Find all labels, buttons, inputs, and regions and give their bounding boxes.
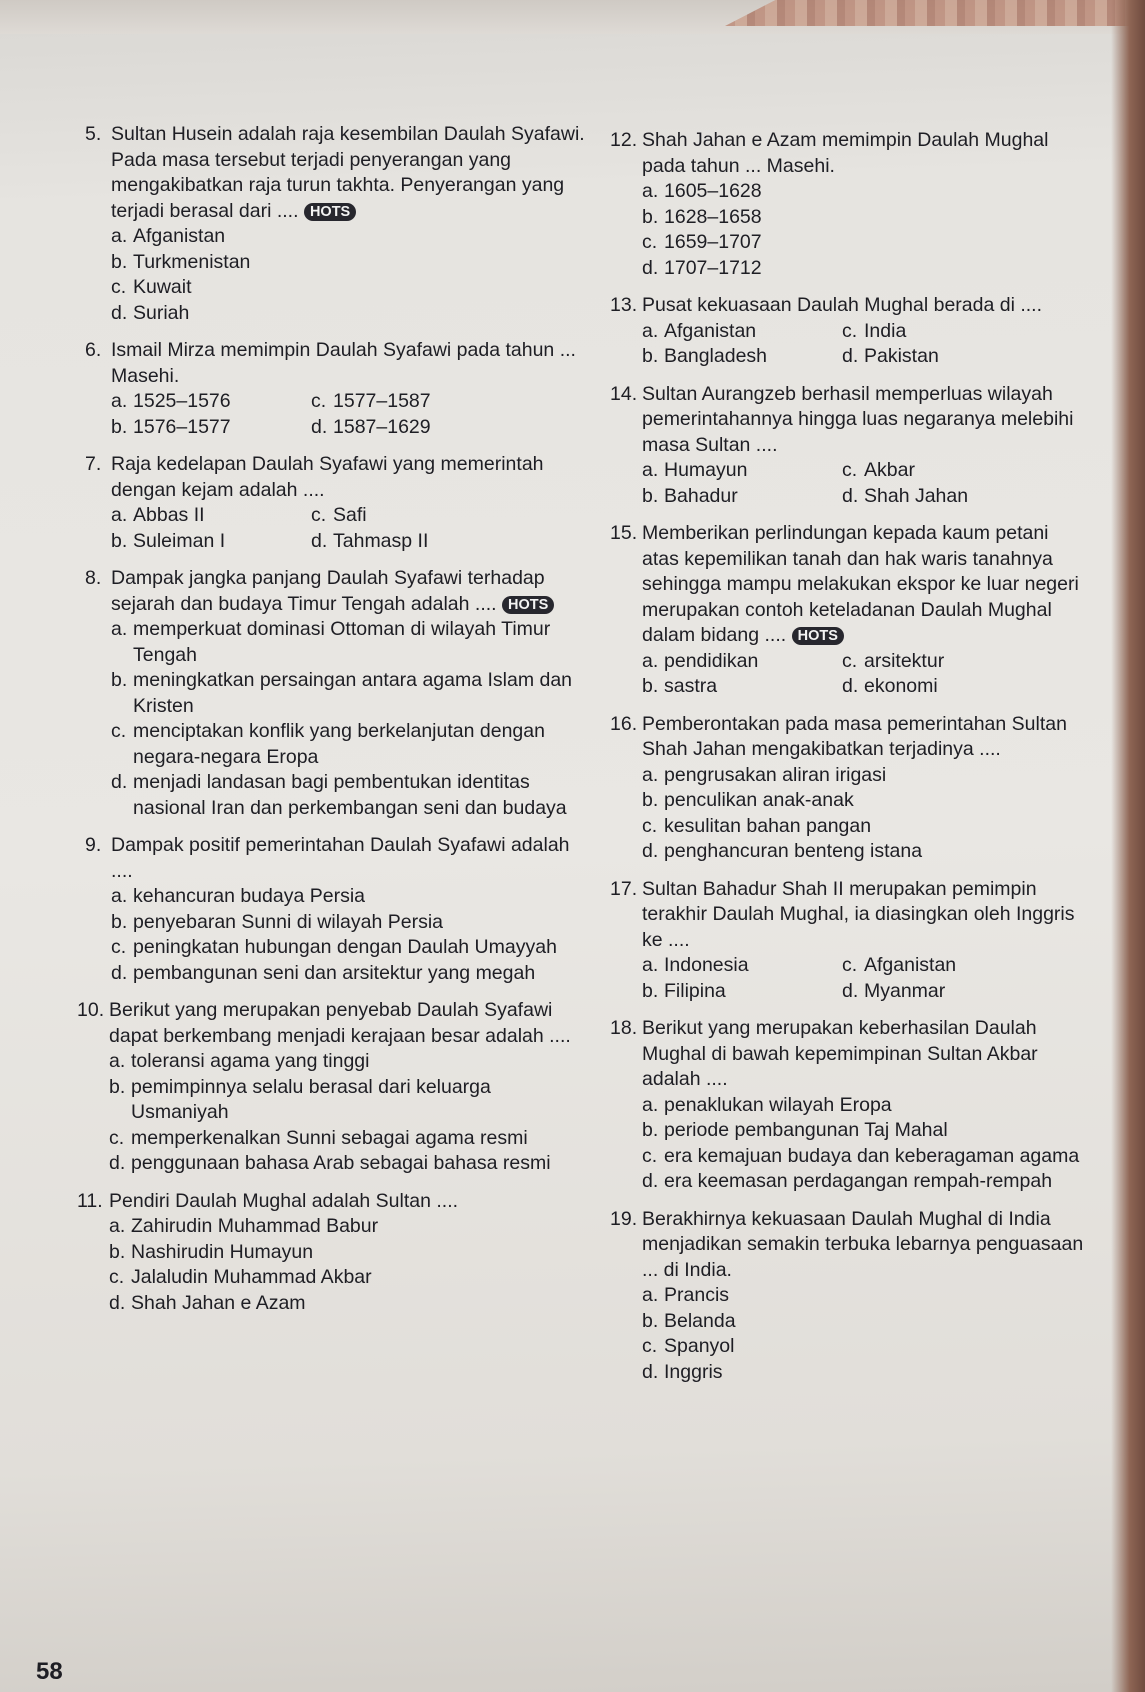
question-number: 11. — [77, 1189, 103, 1212]
option-c[interactable] — [311, 503, 585, 529]
question-number: 12. — [610, 129, 638, 151]
left-column — [77, 122, 585, 1316]
option-text: Bangladesh — [664, 345, 768, 367]
option-text: pembangunan seni dan arsitektur yang megah — [133, 961, 536, 984]
option-letter: a. — [111, 225, 128, 247]
question-text: Pendiri Daulah Mughal adalah Sultan .... — [109, 1189, 459, 1212]
option-text: pemimpinnya selalu berasal dari keluarga Usmaniyah — [131, 1075, 491, 1123]
option-letter: a. — [642, 459, 659, 481]
hots-badge: HOTS — [792, 627, 844, 645]
option-letter: d. — [642, 840, 659, 862]
option-letter: a. — [642, 1093, 659, 1116]
option-b[interactable] — [642, 344, 842, 370]
option-text: menciptakan konflik yang berkelanjutan dengan negara-negara Eropa — [133, 720, 545, 768]
option-a[interactable] — [109, 1049, 585, 1075]
option-a[interactable] — [642, 763, 1088, 789]
option-letter: b. — [642, 675, 659, 697]
question-number: 9. — [85, 834, 102, 856]
question-text: Ismail Mirza memimpin Daulah Syafawi pada tahun ... Masehi. — [111, 339, 576, 387]
option-letter: c. — [111, 936, 127, 958]
option-letter: a. — [109, 1215, 126, 1237]
option-text: 1525–1576 — [133, 390, 231, 412]
option-letter: a. — [642, 763, 659, 786]
question-19 — [610, 1207, 1088, 1386]
option-b[interactable] — [109, 1240, 585, 1266]
option-letter: c. — [109, 1266, 125, 1288]
question-number: 15. — [610, 522, 638, 544]
option-letter: b. — [111, 250, 128, 273]
option-text: meningkatkan persaingan antara agama Islam dan Kristen — [133, 669, 573, 717]
option-b[interactable] — [642, 979, 842, 1005]
option-text: Afganistan — [864, 954, 957, 976]
top-pattern-decoration — [725, 0, 1145, 26]
option-letter: c. — [109, 1126, 125, 1149]
option-text: periode pembangunan Taj Mahal — [664, 1119, 948, 1141]
option-a[interactable] — [109, 1214, 585, 1240]
question-15 — [610, 521, 1088, 700]
option-d[interactable] — [111, 961, 585, 987]
option-c[interactable] — [842, 458, 1088, 484]
option-b[interactable] — [642, 1118, 1088, 1144]
option-text: Prancis — [664, 1284, 730, 1306]
option-d[interactable] — [109, 1291, 585, 1317]
option-d[interactable] — [642, 839, 1088, 865]
option-b[interactable] — [642, 674, 842, 700]
option-letter: c. — [642, 814, 658, 837]
option-d[interactable] — [842, 484, 1088, 510]
option-letter: b. — [642, 1309, 659, 1332]
option-letter: d. — [642, 256, 659, 279]
option-b[interactable] — [109, 1075, 585, 1126]
option-letter: b. — [642, 484, 659, 507]
option-d[interactable] — [842, 344, 1088, 370]
option-letter: d. — [642, 1170, 659, 1192]
option-letter: c. — [842, 954, 858, 976]
option-letter: a. — [642, 319, 659, 342]
question-text: Berikut yang merupakan penyebab Daulah Syafawi dapat berkembang menjadi kerajaan besar adalah .... — [109, 999, 571, 1047]
option-text: peningkatan hubungan dengan Daulah Umayyah — [133, 936, 557, 958]
option-text: era kemajuan budaya dan keberagaman agama — [664, 1144, 1080, 1167]
option-letter: c. — [311, 390, 327, 412]
option-d[interactable] — [642, 1360, 1088, 1386]
question-number: 5. — [85, 123, 102, 145]
option-letter: b. — [111, 529, 128, 552]
option-text: era keemasan perdagangan rempah-rempah — [664, 1170, 1053, 1192]
option-letter: d. — [842, 484, 859, 507]
option-letter: b. — [642, 205, 659, 228]
option-b[interactable] — [111, 529, 311, 555]
option-text: Belanda — [664, 1309, 736, 1332]
question-12 — [610, 128, 1088, 281]
option-text: menjadi landasan bagi pembentukan identitas nasional Iran dan perkembangan seni dan budaya — [133, 771, 567, 819]
question-number: 14. — [610, 382, 638, 405]
option-c[interactable] — [111, 275, 585, 301]
option-letter: b. — [109, 1075, 126, 1098]
option-text: Shah Jahan — [864, 484, 969, 507]
option-c[interactable] — [642, 1144, 1088, 1170]
option-letter: c. — [111, 720, 127, 742]
option-text: pengrusakan aliran irigasi — [664, 763, 887, 786]
option-a[interactable] — [111, 884, 585, 910]
option-letter: d. — [842, 345, 859, 367]
hots-badge: HOTS — [304, 203, 356, 221]
option-a[interactable] — [642, 458, 842, 484]
option-letter: b. — [642, 1119, 659, 1141]
option-letter: b. — [642, 345, 659, 367]
option-text: Indonesia — [664, 954, 749, 976]
question-text: Sultan Bahadur Shah II merupakan pemimpin terakhir Daulah Mughal, ia diasingkan oleh Inggris ke .... — [642, 877, 1075, 951]
option-letter: b. — [111, 415, 128, 438]
question-7 — [85, 452, 585, 554]
question-text: Pusat kekuasaan Daulah Mughal berada di .... — [642, 294, 1043, 316]
option-text: penggunaan bahasa Arab sebagai bahasa resmi — [131, 1152, 551, 1174]
option-text: Akbar — [864, 459, 915, 481]
option-text: pendidikan — [664, 649, 759, 672]
option-c[interactable] — [842, 649, 1088, 675]
question-text: Sultan Aurangzeb berhasil memperluas wilayah pemerintahannya hingga luas negaranya melebihi masa Sultan .... — [642, 382, 1074, 456]
option-d[interactable] — [111, 770, 585, 821]
option-b[interactable] — [642, 484, 842, 510]
option-a[interactable] — [642, 1093, 1088, 1119]
option-a[interactable] — [111, 503, 311, 529]
option-b[interactable] — [642, 1309, 1088, 1335]
option-letter: d. — [842, 979, 859, 1002]
option-c[interactable] — [842, 953, 1088, 979]
option-letter: c. — [642, 1144, 658, 1167]
option-letter: c. — [642, 231, 658, 253]
option-letter: b. — [111, 669, 128, 691]
option-text: 1605–1628 — [664, 180, 762, 202]
question-number: 10. — [77, 999, 105, 1021]
option-letter: d. — [842, 675, 859, 697]
option-text: memperkenalkan Sunni sebagai agama resmi — [131, 1126, 528, 1149]
option-text: 1587–1629 — [333, 415, 431, 438]
question-17 — [610, 877, 1088, 1005]
option-text: Zahirudin Muhammad Babur — [131, 1215, 379, 1237]
option-text: Suleiman I — [133, 529, 226, 552]
option-text: kehancuran budaya Persia — [133, 885, 365, 907]
option-b[interactable] — [111, 910, 585, 936]
option-text: penyebaran Sunni di wilayah Persia — [133, 910, 444, 933]
question-text: Raja kedelapan Daulah Syafawi yang memerintah dengan kejam adalah .... — [111, 453, 544, 501]
option-a[interactable] — [111, 617, 585, 668]
option-a[interactable] — [642, 649, 842, 675]
option-letter: c. — [842, 459, 858, 481]
option-text: Safi — [333, 504, 367, 526]
option-letter: d. — [311, 415, 328, 438]
option-text: Humayun — [664, 459, 748, 481]
option-d[interactable] — [311, 415, 585, 441]
option-letter: c. — [311, 504, 327, 526]
option-text: toleransi agama yang tinggi — [131, 1050, 370, 1072]
option-letter: a. — [642, 1284, 659, 1306]
option-text: sastra — [664, 675, 718, 697]
option-b[interactable] — [111, 250, 585, 276]
question-number: 6. — [85, 339, 102, 361]
option-a[interactable] — [642, 319, 842, 345]
option-c[interactable] — [642, 1334, 1088, 1360]
question-8 — [85, 566, 585, 821]
option-c[interactable] — [111, 719, 585, 770]
option-text: penculikan anak-anak — [664, 789, 854, 811]
option-letter: c. — [111, 276, 127, 298]
option-letter: b. — [642, 789, 659, 811]
option-text: Spanyol — [664, 1335, 735, 1357]
question-text: Dampak positif pemerintahan Daulah Syafawi adalah .... — [111, 834, 570, 882]
option-text: penghancuran benteng istana — [664, 840, 923, 862]
option-a[interactable] — [642, 1283, 1088, 1309]
option-letter: d. — [111, 301, 128, 324]
question-5 — [85, 122, 585, 326]
question-text: Pemberontakan pada masa pemerintahan Sultan Shah Jahan mengakibatkan terjadinya .... — [642, 712, 1067, 760]
option-text: 1659–1707 — [664, 231, 762, 253]
option-c[interactable] — [642, 814, 1088, 840]
option-letter: a. — [642, 649, 659, 672]
option-text: ekonomi — [864, 675, 938, 697]
option-text: Afganistan — [664, 319, 757, 342]
option-text: Bahadur — [664, 484, 738, 507]
option-b[interactable] — [111, 415, 311, 441]
question-text: Dampak jangka panjang Daulah Syafawi terhadap sejarah dan budaya Timur Tengah adalah .... — [111, 567, 545, 615]
option-a[interactable] — [642, 953, 842, 979]
option-text: Shah Jahan e Azam — [131, 1291, 306, 1314]
question-13 — [610, 293, 1088, 370]
option-c[interactable] — [842, 319, 1088, 345]
page-edge-shadow — [1111, 0, 1145, 1692]
option-text: arsitektur — [864, 649, 945, 672]
option-letter: a. — [109, 1050, 126, 1072]
option-c[interactable] — [109, 1126, 585, 1152]
option-text: Myanmar — [864, 979, 946, 1002]
option-letter: a. — [111, 885, 128, 907]
option-c[interactable] — [109, 1265, 585, 1291]
question-18 — [610, 1016, 1088, 1195]
question-number: 8. — [85, 567, 102, 589]
option-d[interactable] — [642, 1169, 1088, 1195]
option-a[interactable] — [642, 179, 1088, 205]
question-16 — [610, 712, 1088, 865]
option-text: Kuwait — [133, 276, 192, 298]
question-10 — [77, 998, 585, 1177]
option-d[interactable] — [842, 979, 1088, 1005]
option-text: 1707–1712 — [664, 256, 762, 279]
option-letter: a. — [111, 504, 128, 526]
question-number: 19. — [610, 1207, 638, 1230]
question-text: Berikut yang merupakan keberhasilan Daulah Mughal di bawah kepemimpinan Sultan Akbar adalah .... — [642, 1017, 1038, 1090]
option-b[interactable] — [111, 668, 585, 719]
question-6 — [85, 338, 585, 440]
option-letter: c. — [842, 319, 858, 342]
option-text: 1576–1577 — [133, 415, 231, 438]
option-b[interactable] — [642, 205, 1088, 231]
option-letter: a. — [642, 180, 659, 202]
option-letter: a. — [111, 390, 128, 412]
option-text: kesulitan bahan pangan — [664, 814, 872, 837]
option-d[interactable] — [311, 529, 585, 555]
option-text: Nashirudin Humayun — [131, 1240, 314, 1263]
option-a[interactable] — [111, 389, 311, 415]
option-d[interactable] — [109, 1151, 585, 1177]
option-letter: d. — [642, 1360, 659, 1383]
question-number: 13. — [610, 294, 638, 316]
option-text: Turkmenistan — [133, 250, 251, 273]
option-letter: d. — [111, 961, 128, 984]
question-9 — [85, 833, 585, 986]
option-letter: d. — [311, 529, 328, 552]
option-text: Tahmasp II — [333, 529, 429, 552]
question-number: 7. — [85, 453, 102, 475]
option-text: India — [864, 319, 907, 342]
option-text: Afganistan — [133, 225, 226, 247]
option-c[interactable] — [111, 935, 585, 961]
question-text: Shah Jahan e Azam memimpin Daulah Mughal pada tahun ... Masehi. — [642, 129, 1049, 177]
option-letter: c. — [642, 1335, 658, 1357]
option-text: Inggris — [664, 1360, 723, 1383]
option-letter: b. — [642, 979, 659, 1002]
option-letter: d. — [111, 771, 128, 793]
question-number: 16. — [610, 712, 638, 735]
option-d[interactable] — [642, 256, 1088, 282]
option-b[interactable] — [642, 788, 1088, 814]
option-text: Suriah — [133, 301, 190, 324]
option-text: Jalaludin Muhammad Akbar — [131, 1266, 372, 1288]
option-text: penaklukan wilayah Eropa — [664, 1093, 892, 1116]
option-text: Pakistan — [864, 345, 939, 367]
question-14 — [610, 382, 1088, 510]
question-text: Berakhirnya kekuasaan Daulah Mughal di India menjadikan semakin terbuka lebarnya penguasaan ... di India. — [642, 1207, 1084, 1281]
hots-badge: HOTS — [502, 596, 554, 614]
right-column — [610, 128, 1088, 1385]
question-number: 18. — [610, 1017, 638, 1039]
option-c[interactable] — [311, 389, 585, 415]
question-number: 17. — [610, 877, 638, 900]
question-11 — [77, 1189, 585, 1317]
question-text: Memberikan perlindungan kepada kaum petani atas kepemilikan tanah dan hak waris tanahnya sehingga mampu melakukan ekspor ke luar negeri merupakan contoh keteladanan Daulah Mughal dalam bidang .... — [642, 522, 1079, 646]
page-number: 58 — [36, 1658, 63, 1685]
option-text: Filipina — [664, 979, 726, 1002]
option-letter: a. — [111, 618, 128, 640]
option-letter: a. — [642, 954, 659, 976]
option-letter: d. — [109, 1152, 126, 1174]
option-text: memperkuat dominasi Ottoman di wilayah Timur Tengah — [133, 618, 551, 666]
option-letter: c. — [842, 649, 858, 672]
option-text: 1628–1658 — [664, 205, 762, 228]
option-c[interactable] — [642, 230, 1088, 256]
option-letter: d. — [109, 1291, 126, 1314]
option-a[interactable] — [111, 224, 585, 250]
option-letter: b. — [111, 910, 128, 933]
option-d[interactable] — [842, 674, 1088, 700]
option-d[interactable] — [111, 301, 585, 327]
question-text: Sultan Husein adalah raja kesembilan Daulah Syafawi. Pada masa tersebut terjadi penyerangan yang mengakibatkan raja turun takhta. Penyerangan yang terjadi berasal dari .... — [111, 123, 585, 222]
option-text: 1577–1587 — [333, 390, 431, 412]
option-letter: b. — [109, 1240, 126, 1263]
option-text: Abbas II — [133, 504, 205, 526]
